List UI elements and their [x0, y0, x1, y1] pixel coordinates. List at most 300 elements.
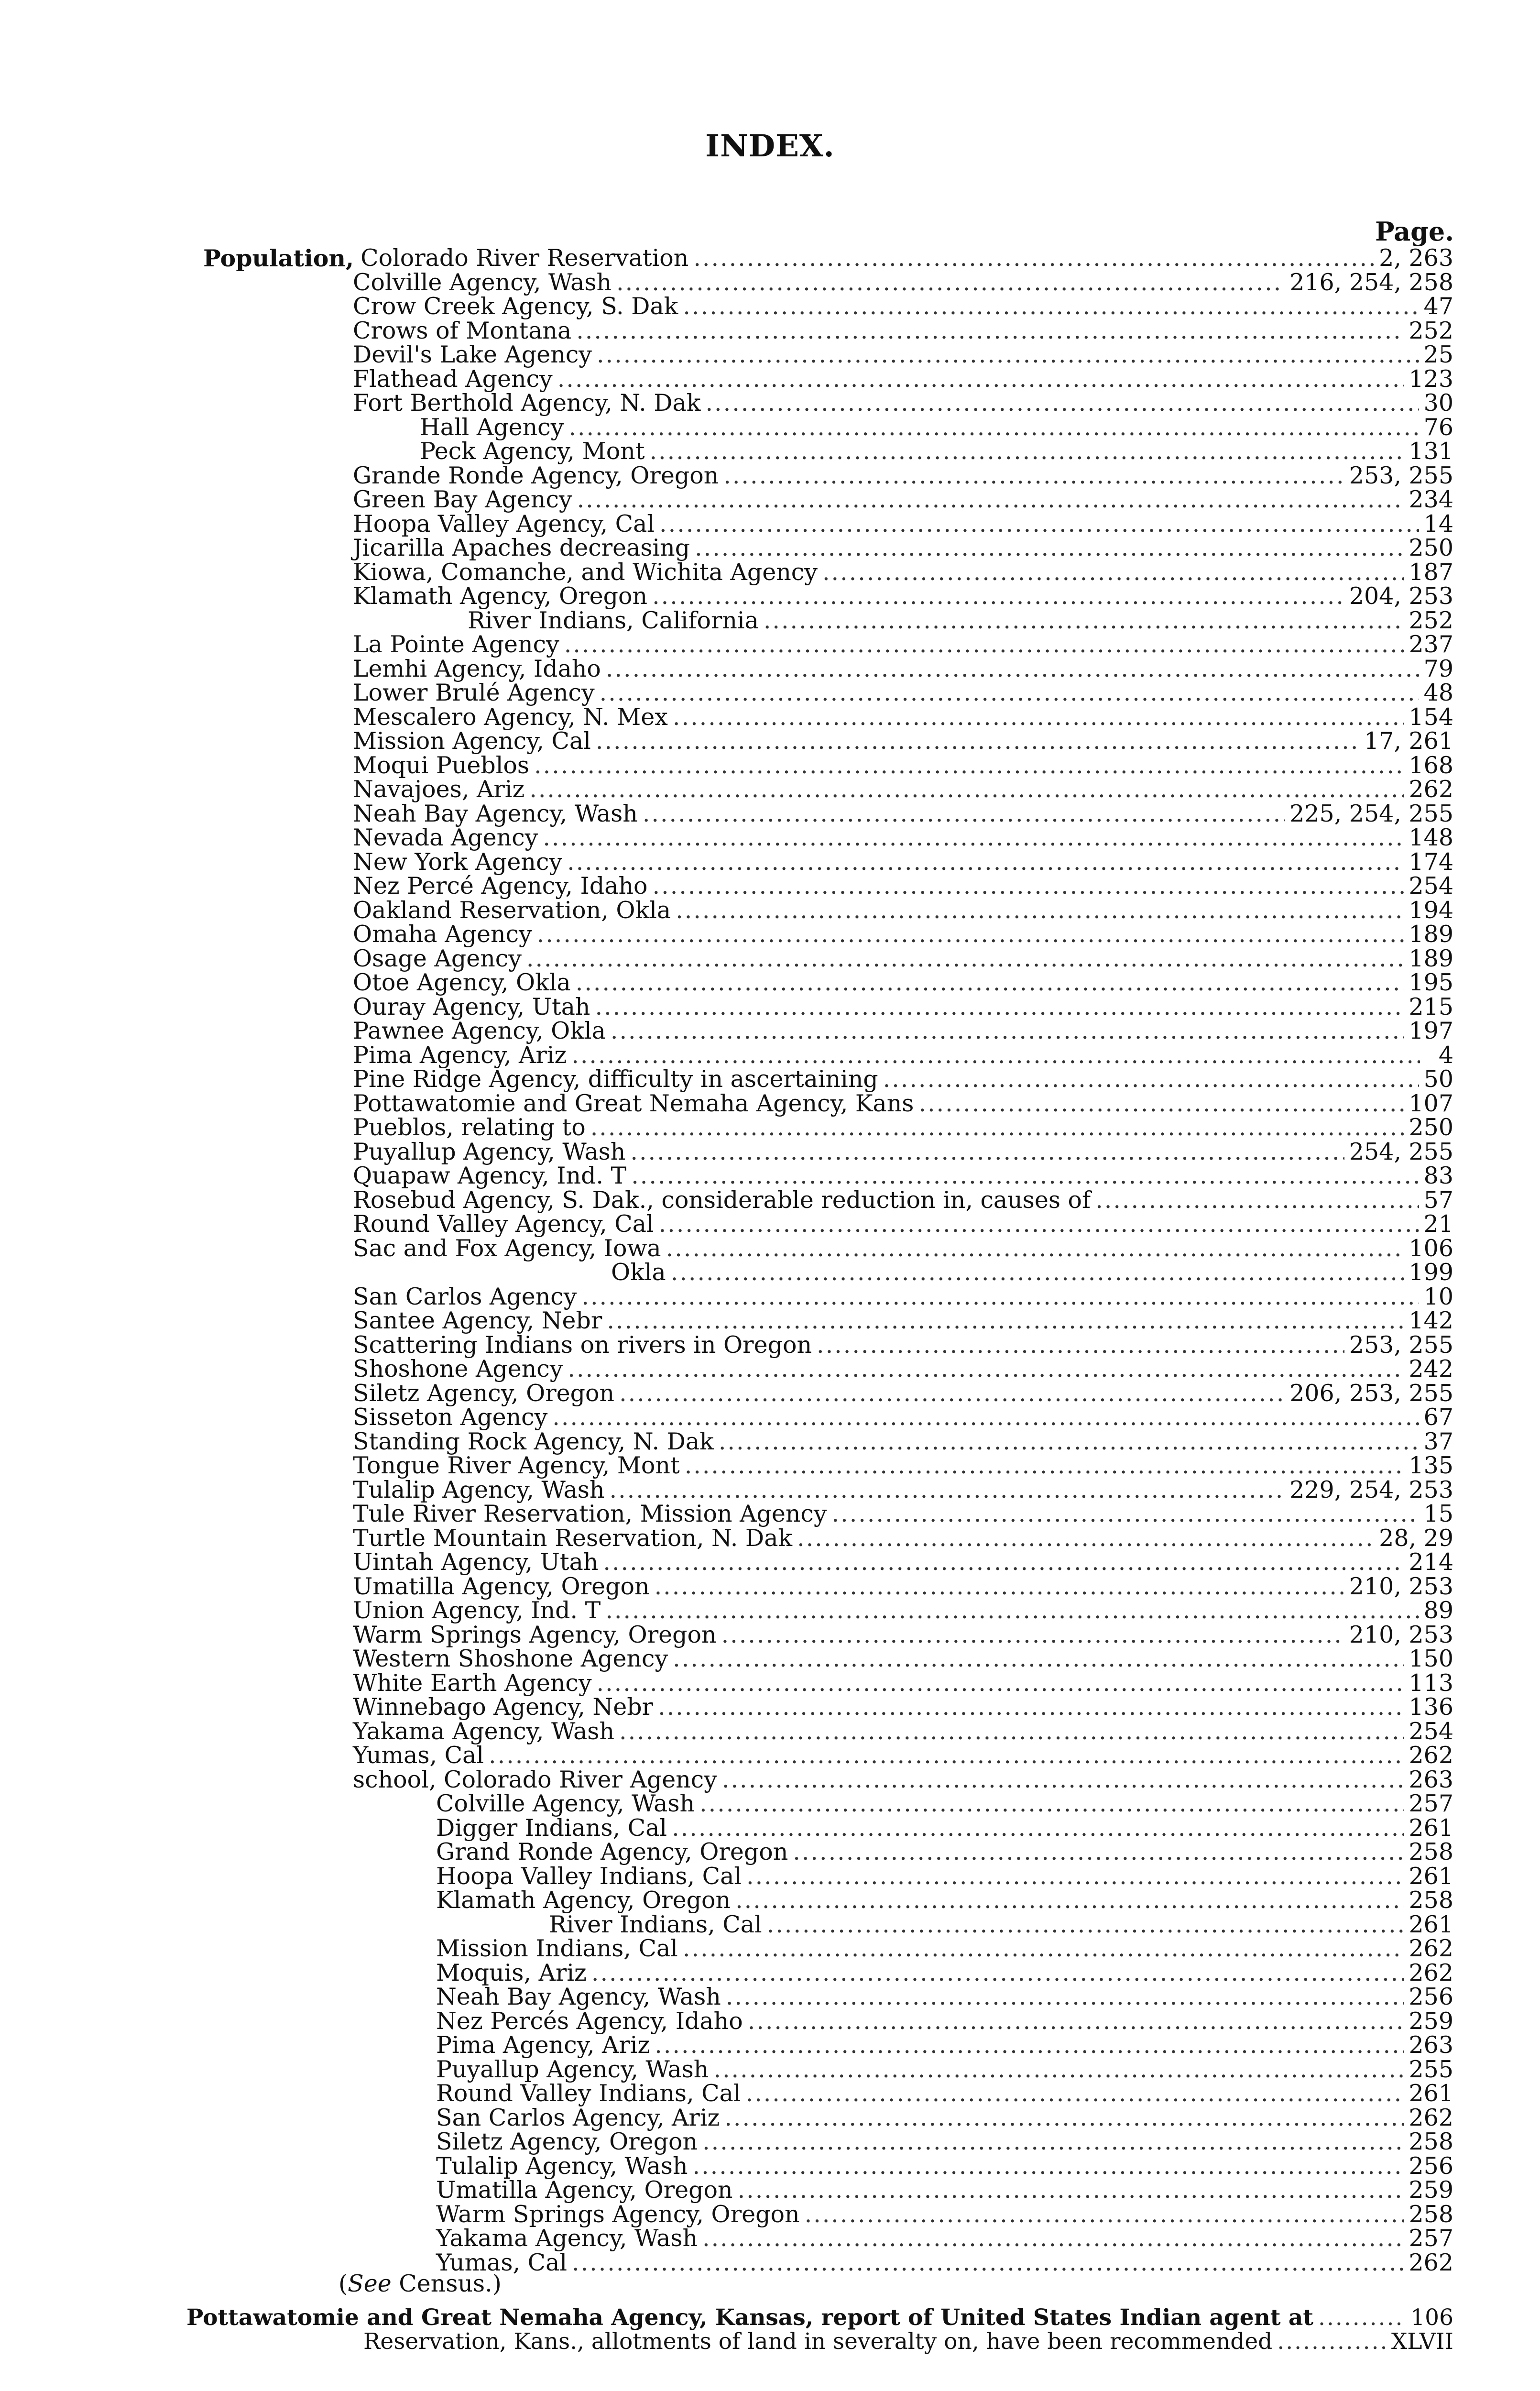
leader-dots [567, 850, 1404, 874]
leader-dots [543, 826, 1404, 850]
index-entry [436, 2154, 1453, 2178]
index-entry [353, 995, 1453, 1019]
index-entry [353, 826, 1453, 850]
leader-dots [918, 1092, 1404, 1116]
leader-dots [571, 1043, 1420, 1067]
leader-dots [576, 319, 1404, 343]
leader-dots [568, 416, 1419, 439]
leader-dots [611, 1019, 1404, 1043]
page-column-header: Page. [1375, 216, 1454, 247]
leader-dots [659, 1212, 1419, 1236]
leader-dots [746, 2082, 1404, 2106]
index-entry [353, 560, 1453, 584]
index-entry [353, 1717, 1453, 1745]
entry-page-number: 76 [1423, 413, 1453, 441]
leader-dots [805, 2203, 1404, 2226]
index-entry [353, 1067, 1453, 1091]
leader-dots [1095, 1188, 1419, 1212]
index-entry [353, 1550, 1453, 1574]
entry-page-number: 48 [1423, 679, 1453, 706]
entry-label: Nez Percés Agency, Idaho [436, 2007, 743, 2035]
entry-page-number: 189 [1409, 944, 1453, 972]
index-entry [353, 488, 1453, 512]
entry-label: Puyallup Agency, Wash [353, 1138, 626, 1165]
index-entry [353, 1379, 1453, 1407]
entry-page-number: 261 [1409, 2080, 1453, 2107]
index-entry [353, 461, 1453, 489]
leader-dots [724, 2106, 1404, 2130]
index-entry [436, 1888, 1453, 1912]
index-entry [436, 1792, 1453, 1816]
entry-label: Neah Bay Agency, Wash [353, 800, 638, 827]
index-entry [353, 1116, 1453, 1140]
index-entry [353, 391, 1453, 415]
index-entry [353, 1454, 1453, 1478]
entry-page-number: 262 [1409, 1742, 1453, 1769]
entry-label: Tulalip Agency, Wash [436, 2152, 688, 2180]
entry-label: River Indians, California [468, 606, 759, 634]
entry-label: Flathead Agency [353, 365, 553, 393]
index-entry [436, 2226, 1453, 2250]
entry-page-number: 83 [1423, 1162, 1453, 1189]
index-entry [353, 1427, 1453, 1455]
leader-dots [673, 705, 1404, 729]
entry-label: Reservation, Kans., allotments of land in severalty on, have been recommended [363, 2328, 1273, 2355]
entry-label: Standing Rock Agency, N. Dak [353, 1427, 714, 1455]
entry-page-number: 259 [1409, 2176, 1453, 2204]
index-entry [353, 1744, 1453, 1767]
index-entry [436, 2178, 1453, 2202]
index-entry [363, 2330, 1453, 2354]
leader-dots [568, 1357, 1404, 1381]
entry-page-number: 258 [1409, 1838, 1453, 1865]
entry-label: Tongue River Agency, Mont [353, 1452, 680, 1479]
index-entry [353, 1599, 1453, 1623]
entry-label: River Indians, Cal [549, 1910, 762, 1938]
entry-page-number: 253, 255 [1349, 461, 1453, 489]
entry-label: Grand Ronde Agency, Oregon [436, 1838, 788, 1865]
index-entry [353, 584, 1453, 608]
entry-page-number: 174 [1409, 848, 1453, 876]
leader-dots [643, 802, 1285, 826]
entry-label: Shoshone Agency [353, 1355, 563, 1382]
index-entry [353, 922, 1453, 946]
entry-label: Colorado River Reservation [360, 244, 689, 272]
leader-dots [489, 1744, 1404, 1767]
leader-dots [832, 1502, 1419, 1526]
entry-label: Hoopa Valley Indians, Cal [436, 1862, 742, 1890]
entry-page-number: 2, 263 [1379, 244, 1453, 272]
entry-label: Otoe Agency, Okla [353, 969, 571, 996]
leader-dots [676, 899, 1404, 922]
index-entry [353, 1768, 1453, 1792]
entry-label: Yumas, Cal [436, 2248, 567, 2276]
entry-label: San Carlos Agency [353, 1283, 577, 1310]
leader-dots [557, 367, 1404, 391]
leader-dots [630, 1140, 1344, 1164]
leader-dots [883, 1067, 1419, 1091]
entry-label: Jicarilla Apaches decreasing [353, 534, 690, 561]
index-entry [353, 802, 1453, 826]
index-entry [353, 536, 1453, 560]
entry-label: Pima Agency, Ariz [436, 2031, 650, 2059]
entry-page-number: 28, 29 [1379, 1524, 1453, 1552]
entry-label: Round Valley Agency, Cal [353, 1210, 654, 1238]
entry-heading: Population, [203, 244, 354, 272]
entry-page-number: 150 [1409, 1645, 1453, 1672]
entry-label: Peck Agency, Mont [420, 438, 645, 465]
entry-label: Ouray Agency, Utah [353, 993, 590, 1020]
entry-page-number: 113 [1409, 1669, 1453, 1697]
entry-page-number: 10 [1423, 1283, 1453, 1310]
entry-label: Mescalero Agency, N. Mex [353, 703, 668, 731]
entry-label: Warm Springs Agency, Oregon [353, 1621, 717, 1648]
entry-label: Neah Bay Agency, Wash [436, 1983, 721, 2010]
leader-dots [746, 1865, 1404, 1888]
leader-dots [767, 1913, 1404, 1937]
entry-label: Hall Agency [420, 413, 564, 441]
entry-label: Nevada Agency [353, 824, 538, 851]
entry-label: Yakama Agency, Wash [353, 1717, 615, 1745]
entry-label: Union Agency, Ind. T [353, 1597, 601, 1624]
index-entry [420, 439, 1453, 463]
entry-label: Digger Indians, Cal [436, 1814, 667, 1842]
entry-label: Klamath Agency, Oregon [436, 1886, 731, 1914]
entry-page-number: 135 [1409, 1452, 1453, 1479]
leader-dots [693, 246, 1374, 270]
see-prefix: ( [339, 2270, 348, 2297]
entry-page-number: 214 [1409, 1548, 1453, 1576]
entry-page-number: 259 [1409, 2007, 1453, 2035]
entry-label: Western Shoshone Agency [353, 1645, 668, 1672]
index-entry [436, 1840, 1453, 1864]
index-entry [611, 1261, 1453, 1284]
leader-dots [590, 1116, 1404, 1140]
leader-dots [616, 271, 1285, 295]
entry-label: Oakland Reservation, Okla [353, 896, 671, 924]
index-entry [353, 778, 1453, 801]
leader-dots [537, 922, 1404, 946]
entry-page-number: 261 [1409, 1862, 1453, 1890]
entry-label: Tule River Reservation, Mission Agency [353, 1500, 827, 1527]
leader-dots [1277, 2330, 1387, 2354]
index-entry [353, 1526, 1453, 1550]
entry-page-number: 225, 254, 255 [1289, 800, 1453, 827]
entry-label: Siletz Agency, Oregon [353, 1379, 615, 1407]
entry-page-number: 253, 255 [1349, 1331, 1453, 1359]
entry-label: Grande Ronde Agency, Oregon [353, 461, 719, 489]
index-entry [353, 657, 1453, 681]
index-entry [353, 367, 1453, 391]
leader-dots [597, 1671, 1404, 1695]
index-entry [436, 1985, 1453, 2009]
entry-page-number: 206, 253, 255 [1289, 1379, 1453, 1407]
entry-label: New York Agency [353, 848, 563, 876]
entry-label: Moqui Pueblos [353, 751, 530, 779]
leader-dots [719, 1430, 1419, 1454]
leader-dots [673, 1647, 1404, 1671]
index-entry [353, 729, 1453, 753]
entry-label: Quapaw Agency, Ind. T [353, 1162, 627, 1189]
index-entry [353, 896, 1453, 924]
entry-label: Lemhi Agency, Idaho [353, 655, 601, 682]
entry-label: Siletz Agency, Oregon [436, 2128, 698, 2155]
entry-page-number: 168 [1409, 751, 1453, 779]
leader-dots [735, 1888, 1404, 1912]
entry-label: Yakama Agency, Wash [436, 2225, 698, 2252]
index-entry [353, 1188, 1453, 1212]
entry-page-number: 136 [1409, 1693, 1453, 1721]
leader-dots [659, 512, 1419, 536]
leader-dots [793, 1840, 1404, 1864]
leader-dots [619, 1720, 1404, 1744]
index-entry [353, 1043, 1453, 1067]
index-entry [353, 295, 1453, 318]
entry-page-number: 215 [1409, 993, 1453, 1020]
entry-page-number: 50 [1423, 1065, 1453, 1093]
index-entry [353, 319, 1453, 343]
entry-page-number: 197 [1409, 1017, 1453, 1044]
entry-label: Colville Agency, Wash [353, 268, 612, 296]
leader-dots [600, 681, 1419, 705]
see-also-text [339, 2272, 502, 2296]
index-entry [353, 944, 1453, 972]
entry-label: Navajoes, Ariz [353, 776, 525, 803]
index-entry [353, 1572, 1453, 1600]
entry-page-number: 106 [1410, 2304, 1453, 2331]
leader-dots [685, 1454, 1404, 1478]
leader-dots [591, 1961, 1404, 1985]
entry-label: Winnebago Agency, Nebr [353, 1693, 654, 1721]
index-entry [420, 413, 1453, 441]
leader-dots [607, 1309, 1404, 1333]
entry-label: Sac and Fox Agency, Iowa [353, 1234, 661, 1262]
leader-dots [723, 464, 1344, 488]
leader-dots [726, 1985, 1404, 2009]
leader-dots [655, 2033, 1404, 2057]
entry-label: Warm Springs Agency, Oregon [436, 2200, 800, 2228]
entry-page-number: 256 [1409, 2152, 1453, 2180]
entry-label: Nez Percé Agency, Idaho [353, 872, 648, 899]
leader-dots [572, 2251, 1404, 2275]
leader-dots [596, 729, 1359, 753]
entry-page-number: 154 [1409, 703, 1453, 731]
entry-page-number: 195 [1409, 969, 1453, 996]
entry-page-number: 210, 253 [1349, 1621, 1453, 1648]
entry-page-number: 15 [1423, 1500, 1453, 1527]
entry-label: Pueblos, relating to [353, 1114, 586, 1141]
entry-page-number: 106 [1409, 1234, 1453, 1262]
entry-label: Green Bay Agency [353, 486, 572, 513]
entry-label: Crow Creek Agency, S. Dak [353, 293, 678, 320]
entry-page-number: 261 [1409, 1910, 1453, 1938]
index-entry [353, 512, 1453, 536]
entry-label: Umatilla Agency, Oregon [436, 2176, 733, 2204]
leader-dots [631, 1164, 1419, 1188]
leader-dots [619, 1382, 1285, 1405]
entry-page-number: 123 [1409, 365, 1453, 393]
index-entry [353, 268, 1453, 296]
entry-page-number: 263 [1409, 2031, 1453, 2059]
entry-label: Lower Brulé Agency [353, 679, 595, 706]
entry-page-number: 252 [1409, 606, 1453, 634]
index-entry [353, 1357, 1453, 1381]
index-entry [436, 2106, 1453, 2130]
entry-page-number: 25 [1423, 341, 1453, 368]
entry-page-number: 262 [1409, 2248, 1453, 2276]
entry-label: Turtle Mountain Reservation, N. Dak [353, 1524, 793, 1552]
entry-page-number: 67 [1423, 1404, 1453, 1431]
entry-label: San Carlos Agency, Ariz [436, 2104, 720, 2131]
leader-dots [748, 2009, 1404, 2033]
entry-page-number: 148 [1409, 824, 1453, 851]
entry-page-number: 262 [1409, 776, 1453, 803]
leader-dots [605, 1599, 1419, 1623]
entry-label: Hoopa Valley Agency, Cal [353, 510, 655, 537]
leader-dots [529, 778, 1404, 801]
index-entry [353, 1405, 1453, 1429]
index-entry [353, 1623, 1453, 1647]
entry-page-number: XLVII [1391, 2328, 1453, 2355]
entry-page-number: 254, 255 [1349, 1138, 1453, 1165]
entry-page-number: 252 [1409, 317, 1453, 344]
leader-dots [671, 1261, 1404, 1284]
leader-dots [683, 1937, 1404, 1961]
index-entry [353, 751, 1453, 779]
see-target: Census.) [391, 2270, 502, 2297]
entry-label: Pima Agency, Ariz [353, 1041, 567, 1069]
leader-dots [610, 1478, 1285, 1502]
leader-dots [713, 2058, 1404, 2082]
entry-page-number: 254 [1409, 1717, 1453, 1745]
leader-dots [666, 1237, 1404, 1261]
index-entry [353, 1164, 1453, 1188]
index-entry [353, 681, 1453, 705]
index-entry [353, 1478, 1453, 1502]
leader-dots [705, 391, 1419, 415]
index-entry [436, 2130, 1453, 2154]
index-entry [436, 1961, 1453, 1985]
index-entry [468, 606, 1453, 634]
entry-page-number: 261 [1409, 1814, 1453, 1842]
entry-page-number: 255 [1409, 2055, 1453, 2083]
entry-label: Rosebud Agency, S. Dak., considerable reduction in, causes of [353, 1186, 1091, 1214]
index-entry [353, 1019, 1453, 1043]
leader-dots [564, 633, 1404, 657]
entry-label: Sisseton Agency [353, 1404, 548, 1431]
entry-label: Pottawatomie and Great Nemaha Agency, Kans [353, 1089, 914, 1117]
entry-label: Okla [611, 1259, 666, 1286]
entry-label: La Pointe Agency [353, 631, 559, 658]
index-entry [203, 246, 1453, 270]
leader-dots [702, 2130, 1404, 2154]
leader-dots [672, 1816, 1404, 1840]
leader-dots [597, 343, 1419, 367]
leader-dots [595, 995, 1404, 1019]
see-word: See [348, 2270, 392, 2297]
entry-page-number: 229, 254, 253 [1289, 1476, 1453, 1503]
entry-page-number: 131 [1409, 438, 1453, 465]
entry-page-number: 79 [1423, 655, 1453, 682]
leader-dots [797, 1526, 1374, 1550]
index-entry [436, 1816, 1453, 1840]
index-entry [353, 1089, 1453, 1117]
index-entry [353, 1333, 1453, 1357]
index-entry [353, 1140, 1453, 1164]
entry-label: Uintah Agency, Utah [353, 1548, 599, 1576]
leader-dots [683, 295, 1419, 318]
leader-dots [581, 1285, 1419, 1309]
index-entry [353, 874, 1453, 898]
entry-page-number: 210, 253 [1349, 1572, 1453, 1600]
index-entry [436, 2033, 1453, 2057]
index-entry [353, 1309, 1453, 1333]
leader-dots [817, 1333, 1344, 1357]
leader-dots [695, 536, 1404, 560]
entry-page-number: 262 [1409, 1935, 1453, 1962]
leader-dots [603, 1550, 1404, 1574]
entry-label: Santee Agency, Nebr [353, 1307, 602, 1334]
entry-page-number: 258 [1409, 2200, 1453, 2228]
entry-label: White Earth Agency [353, 1669, 592, 1697]
entry-page-number: 256 [1409, 1983, 1453, 2010]
index-entry [353, 1212, 1453, 1236]
entry-page-number: 262 [1409, 2104, 1453, 2131]
entry-page-number: 234 [1409, 486, 1453, 513]
leader-dots [764, 609, 1404, 633]
index-entry [186, 2306, 1453, 2330]
index-entry [436, 2082, 1453, 2106]
entry-page-number: 89 [1423, 1597, 1453, 1624]
entry-page-number: 142 [1409, 1307, 1453, 1334]
entry-page-number: 262 [1409, 1959, 1453, 1986]
leader-dots [577, 488, 1404, 512]
entry-page-number: 258 [1409, 2128, 1453, 2155]
entry-label: Fort Berthold Agency, N. Dak [353, 389, 701, 417]
leader-dots [552, 1405, 1419, 1429]
index-entry [353, 633, 1453, 657]
entry-page-number: 250 [1409, 1114, 1453, 1141]
entry-label: school, Colorado River Agency [353, 1766, 717, 1793]
index-entry [436, 2248, 1453, 2276]
entry-label: Colville Agency, Wash [436, 1790, 695, 1817]
entry-page-number: 257 [1409, 2225, 1453, 2252]
entry-label: Pawnee Agency, Okla [353, 1017, 606, 1044]
entry-label: Yumas, Cal [353, 1742, 484, 1769]
entry-page-number: 57 [1423, 1186, 1453, 1214]
index-entry [436, 2200, 1453, 2228]
index-entry [353, 1671, 1453, 1695]
entry-page-number: 204, 253 [1349, 582, 1453, 610]
entry-label: Devil's Lake Agency [353, 341, 592, 368]
entry-label: Crows of Montana [353, 317, 572, 344]
page-title: INDEX. [705, 128, 835, 164]
entry-page-number: 199 [1409, 1259, 1453, 1286]
entry-label: Osage Agency [353, 944, 522, 972]
entry-label: Klamath Agency, Oregon [353, 582, 648, 610]
entry-page-number: 257 [1409, 1790, 1453, 1817]
entry-label: Umatilla Agency, Oregon [353, 1572, 650, 1600]
index-entry [353, 705, 1453, 729]
entry-page-number: 194 [1409, 896, 1453, 924]
leader-dots [699, 1792, 1404, 1816]
index-entry [353, 1647, 1453, 1671]
entry-label: Omaha Agency [353, 921, 532, 948]
leader-dots [822, 560, 1404, 584]
leader-dots [576, 971, 1404, 995]
index-entry [353, 1695, 1453, 1719]
leader-dots [655, 1575, 1344, 1599]
